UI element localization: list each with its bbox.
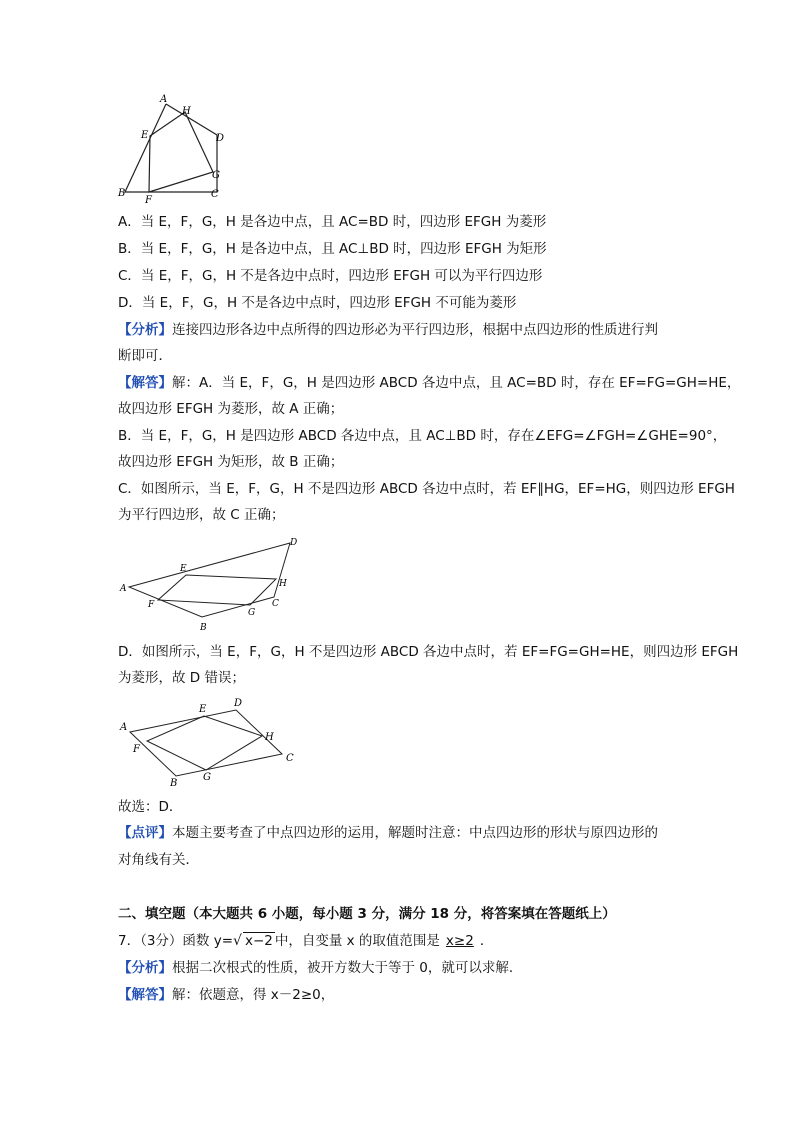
fig2-label-f: F: [148, 600, 155, 610]
figure-quadrilateral-2: [112, 535, 312, 635]
figure-quadrilateral-3: [112, 694, 312, 789]
solution-a-text-1: 解：A．当 E，F，G，H 是四边形 ABCD 各边中点，且 AC=BD 时，存在 EF=FG=GH=HE，: [172, 375, 741, 391]
solution-d-line-2: 为菱形，故 D 错误；: [118, 670, 245, 686]
option-c: C．当 E，F，G，H 不是各边中点时，四边形 EFGH 可以为平行四边形: [118, 268, 543, 284]
analysis-line-2: 断即可．: [118, 348, 172, 364]
q7-suffix: ．: [479, 933, 494, 949]
solution-a-line-2: 故四边形 EFGH 为菱形，故 A 正确；: [118, 401, 344, 417]
fig2-label-a: A: [120, 584, 127, 594]
comment-tag: 【点评】: [118, 825, 172, 841]
fig1-quadrilateral-abcd: [125, 104, 217, 192]
comment-text-1: 本题主要考查了中点四边形的运用，解题时注意：中点四边形的形状与原四边形的: [172, 825, 658, 841]
q7-prefix: 7．（3分）函数 y=: [118, 933, 234, 949]
solution-c-line-2: 为平行四边形，故 C 正确；: [118, 507, 285, 523]
fig1-label-e: E: [141, 130, 149, 141]
q7-solution-text: 解：依题意，得 x－2≥0，: [172, 987, 335, 1003]
fig3-label-g: G: [203, 772, 211, 783]
fig3-label-c: C: [286, 753, 294, 764]
solution-tag: 【解答】: [118, 375, 172, 391]
option-d: D．当 E，F，G，H 不是各边中点时，四边形 EFGH 不可能为菱形: [118, 295, 517, 311]
q7-solution-tag: 【解答】: [118, 987, 172, 1003]
question-7: [118, 931, 493, 951]
q7-solution: [118, 985, 334, 1005]
figure-quadrilateral-1: [110, 92, 250, 207]
q7-radicand: x−2: [244, 933, 273, 949]
q7-answer: x≥2: [445, 933, 474, 949]
solution-d-line-1: D．如图所示，当 E，F，G，H 不是四边形 ABCD 各边中点时，若 EF=FG=GH=HE，则四边形 EFGH: [118, 644, 739, 660]
fig3-label-d: D: [234, 698, 243, 709]
fig1-label-f: F: [145, 195, 152, 206]
solution-choice: 故选：D．: [118, 799, 183, 815]
analysis-tag: 【分析】: [118, 322, 172, 338]
fig2-label-c: C: [272, 599, 279, 609]
fig1-label-h: H: [182, 106, 191, 117]
fig2-label-b: B: [200, 623, 207, 633]
q7-radical-sign: √: [233, 933, 242, 949]
fig3-quadrilateral-abcd: [130, 710, 282, 776]
fig1-label-c: C: [211, 189, 219, 200]
fig3-label-f: F: [133, 744, 140, 755]
q7-analysis-tag: 【分析】: [118, 960, 172, 976]
fig2-label-e: E: [180, 564, 187, 574]
fig1-label-g: G: [212, 170, 220, 181]
solution-c-line-1: C．如图所示，当 E，F，G，H 不是四边形 ABCD 各边中点时，若 EF∥HG，EF=HG，则四边形 EFGH: [118, 481, 735, 497]
fig2-quadrilateral-efgh: [158, 575, 276, 605]
solution-b-line-1: B．当 E，F，G，H 是四边形 ABCD 各边中点，且 AC⊥BD 时，存在∠EFG=∠FGH=∠GHE=90°，: [118, 428, 727, 444]
option-a: A．当 E，F，G，H 是各边中点，且 AC=BD 时，四边形 EFGH 为菱形: [118, 214, 547, 230]
comment-line-2: 对角线有关．: [118, 852, 199, 868]
analysis-line-1: [118, 320, 658, 340]
solution-b-line-2: 故四边形 EFGH 为矩形，故 B 正确；: [118, 454, 344, 470]
fig2-label-g: G: [248, 608, 256, 618]
fig2-label-h: H: [279, 579, 287, 589]
q7-middle: 中，自变量 x 的取值范围是: [274, 933, 440, 949]
option-b: B．当 E，F，G，H 是各边中点，且 AC⊥BD 时，四边形 EFGH 为矩形: [118, 241, 547, 257]
fig3-label-e: E: [199, 704, 207, 715]
analysis-text-1: 连接四边形各边中点所得的四边形必为平行四边形，根据中点四边形的性质进行判: [172, 322, 658, 338]
fig1-label-a: A: [160, 94, 168, 105]
section-heading: 二、填空题（本大题共 6 小题，每小题 3 分，满分 18 分，将答案填在答题纸上）: [118, 906, 616, 922]
fig1-label-d: D: [216, 133, 225, 144]
fig3-label-a: A: [120, 722, 128, 733]
fig3-label-b: B: [170, 778, 178, 789]
q7-analysis-text: 根据二次根式的性质，被开方数大于等于 0，就可以求解．: [172, 960, 523, 976]
fig1-quadrilateral-efgh: [149, 112, 213, 192]
comment-line-1: [118, 823, 658, 843]
solution-a-line-1: [118, 373, 740, 393]
fig2-label-d: D: [290, 538, 298, 548]
q7-analysis: [118, 958, 522, 978]
fig1-label-b: B: [118, 188, 126, 199]
fig3-label-h: H: [265, 732, 274, 743]
